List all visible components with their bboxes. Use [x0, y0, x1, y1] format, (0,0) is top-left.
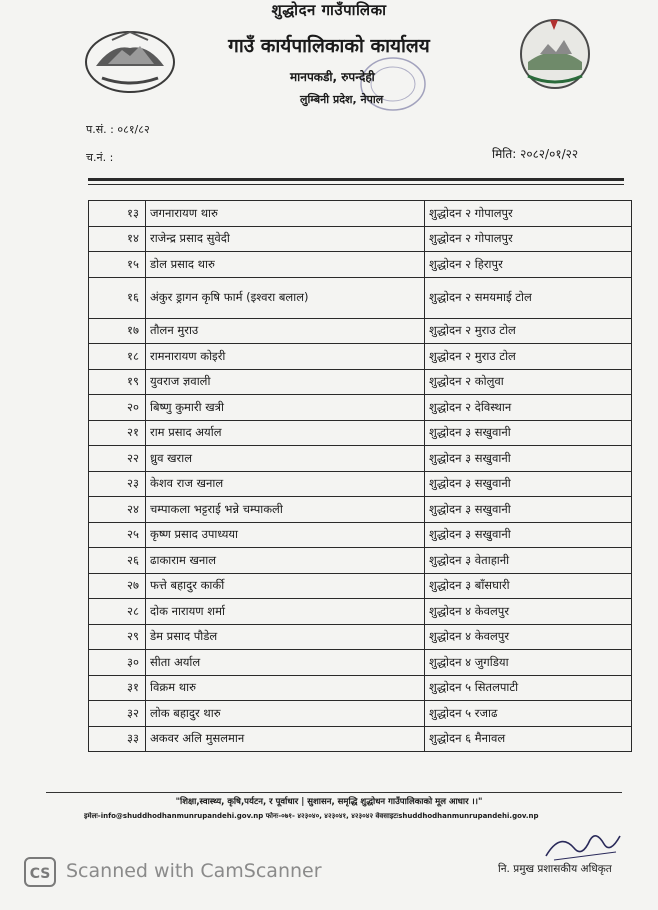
table-row — [89, 201, 632, 227]
name-cell: राम प्रसाद अर्याल — [146, 420, 425, 446]
name-cell: तौलन मुराउ — [146, 318, 425, 344]
address-cell: शुद्धोदन २ देविस्थान — [425, 395, 632, 421]
serial-number-cell: २३ — [89, 471, 146, 497]
address-cell: शुद्धोदन ३ बाँसघारी — [425, 573, 632, 599]
name-cell: दोक नारायण शर्मा — [146, 599, 425, 625]
table-row — [89, 650, 632, 676]
serial-number-cell: ३२ — [89, 701, 146, 727]
address-cell: शुद्धोदन ६ मैनावल — [425, 726, 632, 752]
serial-number-cell: ३३ — [89, 726, 146, 752]
table-row — [89, 395, 632, 421]
table-row — [89, 573, 632, 599]
header-divider — [88, 178, 624, 181]
table-row — [89, 675, 632, 701]
address-cell: शुद्धोदन २ हिरापुर — [425, 252, 632, 278]
address-cell: शुद्धोदन ३ सखुवानी — [425, 471, 632, 497]
reference-number: प.सं. : ०८१/८२ — [86, 123, 150, 136]
address-cell: शुद्धोदन २ समयमाई टोल — [425, 277, 632, 318]
municipality-name: शुद्धोदन गाउँपालिका — [271, 1, 387, 19]
address-cell: शुद्धोदन २ गोपालपुर — [425, 226, 632, 252]
table-row — [89, 548, 632, 574]
name-cell: फत्ते बहादुर कार्की — [146, 573, 425, 599]
camscanner-logo-icon: CS — [24, 857, 56, 887]
table-row — [89, 252, 632, 278]
footer-divider — [46, 792, 622, 793]
province-name: लुम्बिनी प्रदेश, नेपाल — [300, 93, 384, 106]
table-row — [89, 318, 632, 344]
signatory-title: नि. प्रमुख प्रशासकीय अधिकृत — [498, 863, 612, 875]
signature-icon — [540, 822, 624, 866]
name-cell: जगनारायण थारु — [146, 201, 425, 227]
name-cell: लोक बहादुर थारु — [146, 701, 425, 727]
name-cell: केशव राज खनाल — [146, 471, 425, 497]
serial-number-cell: १७ — [89, 318, 146, 344]
name-cell: कृष्ण प्रसाद उपाध्यया — [146, 522, 425, 548]
address-cell: शुद्धोदन ४ केवलपुर — [425, 624, 632, 650]
address-cell: शुद्धोदन ५ सितलपाटी — [425, 675, 632, 701]
serial-number-cell: १४ — [89, 226, 146, 252]
scanner-watermark: Scanned with CamScanner — [66, 860, 322, 882]
serial-number-cell: २२ — [89, 446, 146, 472]
table-row — [89, 701, 632, 727]
name-cell: चम्पाकला भट्टराई भन्ने चम्पाकली — [146, 497, 425, 523]
table-row — [89, 420, 632, 446]
name-cell: ध्रुव खराल — [146, 446, 425, 472]
table-row — [89, 522, 632, 548]
table-row — [89, 624, 632, 650]
table-row — [89, 277, 632, 318]
table-row — [89, 369, 632, 395]
table-row — [89, 599, 632, 625]
serial-number-cell: २८ — [89, 599, 146, 625]
serial-number-cell: २५ — [89, 522, 146, 548]
serial-number-cell: २९ — [89, 624, 146, 650]
serial-number-cell: १६ — [89, 277, 146, 318]
office-title: गाउँ कार्यपालिकाको कार्यालय — [228, 35, 430, 57]
address-cell: शुद्धोदन ३ सखुवानी — [425, 446, 632, 472]
table-row — [89, 226, 632, 252]
office-location: मानपकडी, रुपन्देही — [290, 70, 375, 84]
address-cell: शुद्धोदन २ मुराउ टोल — [425, 344, 632, 370]
address-cell: शुद्धोदन ३ सखुवानी — [425, 497, 632, 523]
serial-number-cell: २७ — [89, 573, 146, 599]
table-row — [89, 471, 632, 497]
dispatch-number: च.नं. : — [86, 151, 114, 164]
serial-number-cell: ३० — [89, 650, 146, 676]
name-cell: युवराज ज्ञवाली — [146, 369, 425, 395]
name-cell: बिष्णु कुमारी खत्री — [146, 395, 425, 421]
address-cell: शुद्धोदन ४ जुगडिया — [425, 650, 632, 676]
name-cell: विक्रम थारु — [146, 675, 425, 701]
address-cell: शुद्धोदन २ मुराउ टोल — [425, 318, 632, 344]
table-row — [89, 726, 632, 752]
name-cell: अंकुर ड्रागन कृषि फार्म (इश्वरा बलाल) — [146, 277, 425, 318]
address-cell: शुद्धोदन ३ सखुवानी — [425, 522, 632, 548]
serial-number-cell: १३ — [89, 201, 146, 227]
header-divider-thin — [88, 184, 624, 185]
serial-number-cell: १५ — [89, 252, 146, 278]
contact-info: इमेलः-info@shuddhodhanmunrupandehi.gov.np फोनः-०७१- ४२३०४०, ४२३०४१, ४२३०४२ वेवसाइटःshuddhodhanmunrupandehi.gov.np — [84, 812, 539, 820]
name-cell: राजेन्द्र प्रसाद सुवेदी — [146, 226, 425, 252]
name-cell: रामनारायण कोइरी — [146, 344, 425, 370]
serial-number-cell: २६ — [89, 548, 146, 574]
address-cell: शुद्धोदन २ कोलुवा — [425, 369, 632, 395]
serial-number-cell: २० — [89, 395, 146, 421]
name-cell: सीता अर्याल — [146, 650, 425, 676]
address-cell: शुद्धोदन ३ सखुवानी — [425, 420, 632, 446]
serial-number-cell: २४ — [89, 497, 146, 523]
name-cell: अकवर अलि मुसलमान — [146, 726, 425, 752]
serial-number-cell: ३१ — [89, 675, 146, 701]
serial-number-cell: २१ — [89, 420, 146, 446]
municipality-motto: "शिक्षा,स्वास्थ्य, कृषि,पर्यटन, र पूर्वाधार | सुशासन, समृद्धि शुद्धोधन गाउँपालिकाको मूल आधार ।।" — [175, 797, 483, 807]
address-cell: शुद्धोदन ३ वेताहानी — [425, 548, 632, 574]
letter-date: मिति: २०८२/०१/२२ — [492, 147, 579, 161]
serial-number-cell: १८ — [89, 344, 146, 370]
address-cell: शुद्धोदन ५ रजाढ — [425, 701, 632, 727]
address-cell: शुद्धोदन ४ केवलपुर — [425, 599, 632, 625]
name-cell: डेम प्रसाद पौडेल — [146, 624, 425, 650]
table-row — [89, 497, 632, 523]
table-row — [89, 344, 632, 370]
serial-number-cell: १९ — [89, 369, 146, 395]
address-cell: शुद्धोदन २ गोपालपुर — [425, 201, 632, 227]
name-cell: ढाकाराम खनाल — [146, 548, 425, 574]
table-row — [89, 446, 632, 472]
name-cell: डोल प्रसाद थारु — [146, 252, 425, 278]
recipient-table — [88, 200, 632, 752]
